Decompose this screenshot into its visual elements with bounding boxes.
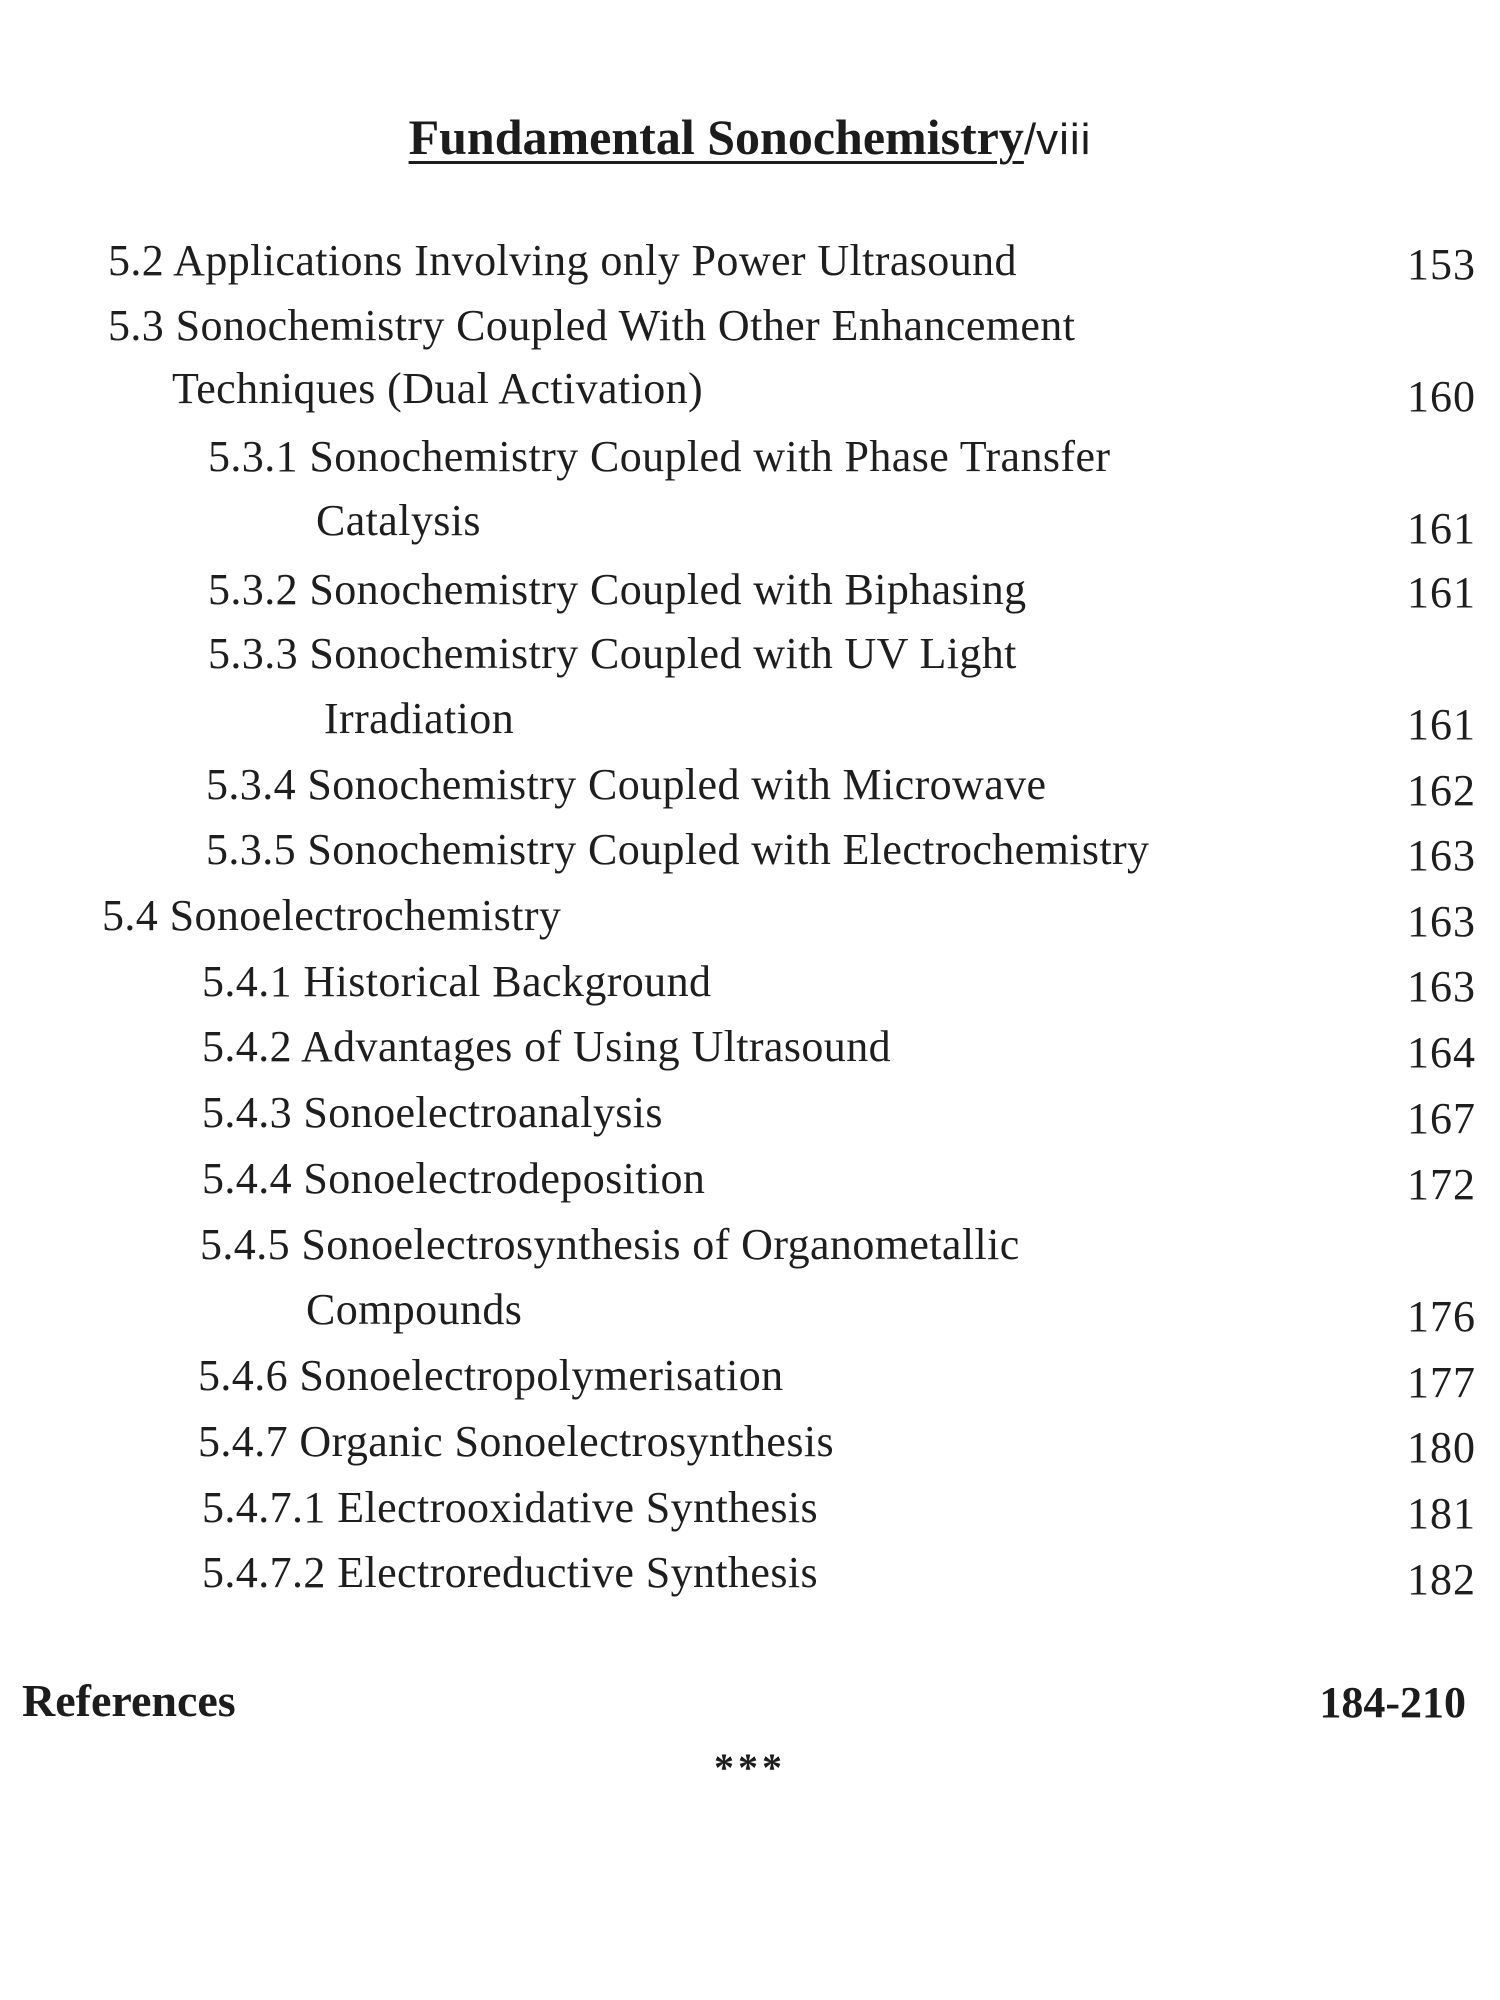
references-pages: 184-210 [1319, 1678, 1466, 1727]
toc-entry-text: Irradiation [324, 694, 515, 743]
toc-entry-page: 182 [1407, 1555, 1476, 1604]
toc-entry-page: 176 [1407, 1292, 1476, 1341]
toc-entry-text: 5.4.7 Organic Sonoelectrosynthesis [198, 1417, 835, 1466]
toc-entry-page: 161 [1407, 700, 1476, 749]
toc-entry-page: 180 [1407, 1423, 1476, 1472]
toc-entry-page: 172 [1407, 1160, 1476, 1209]
toc-entry-text: 5.3 Sonochemistry Coupled With Other Enhancement [108, 301, 1076, 350]
toc-entry-text: 5.4.5 Sonoelectrosynthesis of Organometallic [200, 1220, 1020, 1269]
toc-entry-text: Catalysis [316, 496, 481, 545]
header-separator: / [1023, 115, 1037, 164]
toc-entry-page: 181 [1407, 1489, 1476, 1538]
running-header [0, 108, 1500, 166]
toc-entry-text: Techniques (Dual Activation) [172, 364, 704, 413]
toc-entry-text: 5.4.2 Advantages of Using Ultrasound [202, 1022, 891, 1071]
toc-entry-text: 5.4.7.2 Electroreductive Synthesis [202, 1548, 819, 1597]
toc-entry-page: 161 [1407, 568, 1476, 617]
toc-entry-text: 5.3.3 Sonochemistry Coupled with UV Light [208, 629, 1017, 678]
toc-entry-text: Compounds [306, 1285, 523, 1334]
book-title: Fundamental Sonochemistry [408, 109, 1024, 165]
toc-entry-text: 5.4.7.1 Electrooxidative Synthesis [202, 1483, 819, 1532]
page-number: viii [1036, 115, 1092, 164]
references-heading: References [22, 1675, 236, 1726]
toc-entry-page: 161 [1407, 504, 1476, 553]
toc-entry-text: 5.3.5 Sonochemistry Coupled with Electrochemistry [206, 825, 1150, 874]
toc-entry-page: 167 [1407, 1094, 1476, 1143]
toc-entry-text: 5.3.4 Sonochemistry Coupled with Microwave [206, 760, 1047, 809]
toc-entry-page: 177 [1407, 1358, 1476, 1407]
toc-entry-text: 5.4.1 Historical Background [202, 957, 712, 1006]
toc-entry-text: 5.4.3 Sonoelectroanalysis [202, 1088, 663, 1137]
toc-entry-page: 162 [1407, 766, 1476, 815]
toc-entry-page: 163 [1407, 831, 1476, 880]
end-of-section-mark: *** [714, 1745, 786, 1790]
toc-entry-page: 153 [1407, 240, 1476, 289]
toc-entry-page: 164 [1407, 1028, 1476, 1077]
toc-entry-text: 5.4 Sonoelectrochemistry [102, 891, 562, 940]
toc-entry-text: 5.2 Applications Involving only Power Ultrasound [108, 236, 1017, 285]
toc-entry-text: 5.4.6 Sonoelectropolymerisation [198, 1351, 784, 1400]
toc-entry-text: 5.4.4 Sonoelectrodeposition [202, 1154, 706, 1203]
toc-entry-text: 5.3.1 Sonochemistry Coupled with Phase Transfer [208, 432, 1111, 481]
toc-entry-page: 163 [1407, 897, 1476, 946]
toc-entry-page: 163 [1407, 962, 1476, 1011]
toc-entry-text: 5.3.2 Sonochemistry Coupled with Biphasing [208, 565, 1027, 614]
toc-entry-page: 160 [1407, 372, 1476, 421]
